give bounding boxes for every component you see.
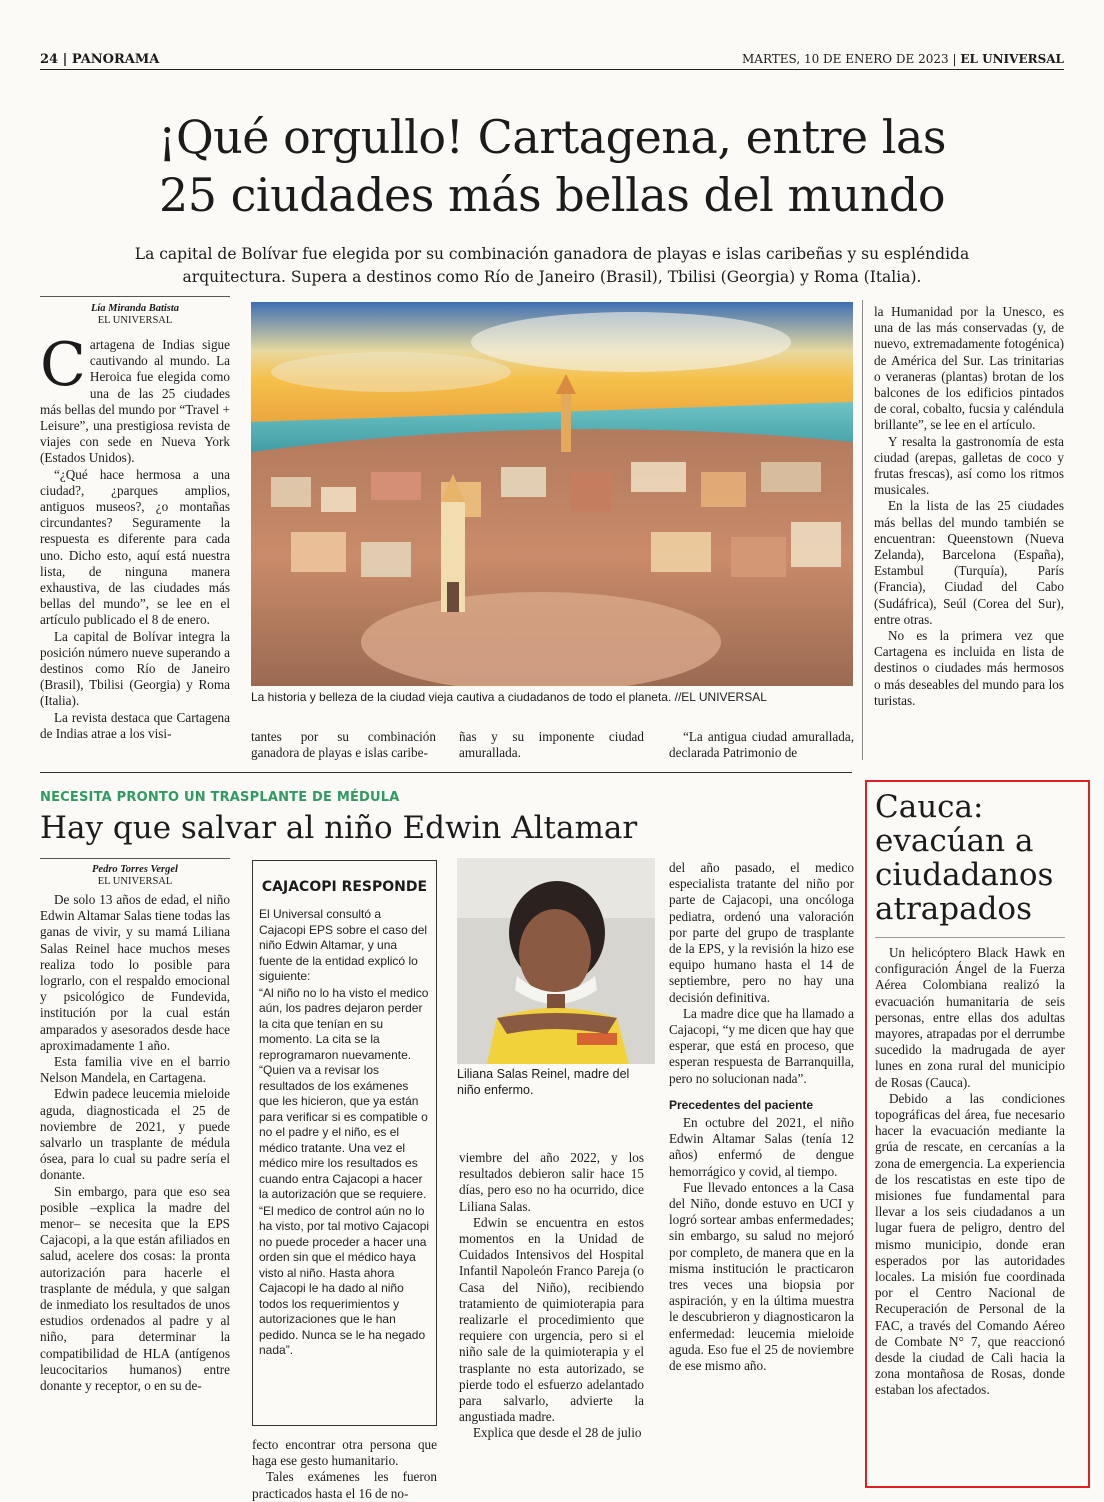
byline-author: Lía Miranda Batista: [90, 303, 180, 314]
box-title: CAJACOPI RESPONDE: [261, 879, 428, 895]
paragraph: No es la primera vez que Cartagena es incluida en lista de destinos o ciudades más hermosos o más deseables del mundo para los turistas.: [874, 628, 1064, 708]
cajacopi-responde-box: [252, 860, 437, 1426]
paragraph: Y resalta la gastronomía de esta ciudad (arepas, galletas de coco y frutas frescas), así como los ritmos musicales.: [874, 433, 1064, 498]
dateline: MARTES, 10 DE ENERO DE 2023 | EL UNIVERSAL: [741, 52, 1064, 66]
paragraph: del año pasado, el medico especialista tratante del niño por parte de Cajacopi, una oncóloga pediatra, ordenó una valoración por parte del grupo de trasplante de la EPS, y la revisión la hizo ese equipo humano hasta el 14 de septiembre, pero no hay una decisión definitiva.: [669, 860, 854, 1005]
main-column-3: [459, 729, 644, 761]
main-column-2: [251, 729, 436, 761]
mother-portrait-photo: [457, 858, 655, 1064]
paragraph: El Universal consultó a Cajacopi EPS sobre el caso del niño Edwin Altamar, y una fuente de la entidad explicó lo siguiente:: [259, 907, 428, 983]
page-folio: 24 | PANORAMA: [40, 52, 160, 67]
paragraph: “¿Qué hace hermosa a una ciudad?, ¿parques amplios, antiguos museos?, ¿o montañas circundantes? Seguramente la respuesta es diferente para cada uno. Dicho esto, aquí está nuestra lista, de ninguna manera exhaustiva, de las ciudades más bellas del mundo”, se lee en el artículo publicado el 8 de enero.: [40, 466, 230, 628]
byline-rule: [40, 296, 230, 297]
second-headline: Hay que salvar al niño Edwin Altamar: [40, 810, 638, 846]
main-headline: [40, 108, 1064, 224]
paragraph: ñas y su imponente ciudad amurallada.: [459, 729, 644, 761]
date: MARTES, 10 DE ENERO DE 2023: [741, 52, 949, 66]
paragraph: “El medico de control aún no lo ha visto, por tal motivo Cajacopi no puede proceder a hacer una orden sin que el médico haya visto al niño. Hasta ahora Cajacopi le ha dado al niño todos los requerimientos y autorizaciones que le han pedido. Nunca se le ha negado nada”.: [259, 1203, 430, 1357]
paragraph: Fue llevado entonces a la Casa del Niño, donde estuvo en UCI y logró sortear ambas enfermedades; sin embargo, su salud no mejoró por completo, de manera que en la misma institución le practicaron tres veces una biopsia por aspiración, y en la última muestra le descubrieron y diagnosticaron la enfermedad: leucemia mieloide aguda. Eso fue el 25 de noviembre de ese mismo año.: [669, 1179, 854, 1374]
paragraph: Tales exámenes les fueron practicados hasta el 16 de no-: [252, 1469, 437, 1501]
paragraph: La madre dice que ha llamado a Cajacopi, “y me dicen que hay que esperar, que está en proceso, que esperan respuesta de Barranquilla, pero no solucionan nada”.: [669, 1005, 854, 1086]
paragraph: En la lista de las 25 ciudades más bellas del mundo también se encuentran: Queenstown (Nueva Zelanda), Barcelona (España), Estambul (Turquía), París (Francia), Ciudad del Cabo (Sudáfrica), Seúl (Corea del Sur), entre otras.: [874, 498, 1064, 627]
paragraph: Edwin se encuentra en estos momentos en la Unidad de Cuidados Intensivos del Hospital Infantil Napoleón Franco Pareja (o Casa del Niño), recibiendo tratamiento de quimioterapia para realizarle el procedimiento que requiere con urgencia, pero si el niño sale de la quimioterapia y el trasplante no esta autorizado, se pierde todo el esfuerzo adelantado para salvarlo, advierte la angustiada madre.: [459, 1214, 644, 1425]
deck-line-1: La capital de Bolívar fue elegida por su combinación ganadora de playas e islas caribeñas y su espléndida: [134, 245, 970, 263]
paragraph: viembre del año 2022, y los resultados debieron salir hace 15 días, pero eso no ha ocurrido, dice Liliana Salas.: [459, 1150, 644, 1214]
column-divider: [862, 300, 863, 760]
paper-name: EL UNIVERSAL: [960, 52, 1064, 66]
byline-author: Pedro Torres Vergel: [92, 864, 178, 875]
section-rule: [40, 772, 852, 773]
paragraph: La revista destaca que Cartagena de Indias atrae a los visi-: [40, 709, 230, 741]
paragraph: “Al niño no lo ha visto el medico aún, los padres dejaron perder la cita que tenían en su momento. La cita se la reprogramaron nuevamente. “Quien va a revisar los resultados de los exámenes que les hicieron, que ya están para verificar si es compatible o no el padre y el niño, es el médico tratante. Una vez el médico mire los resultados es cuando entra Cajacopi a hacer la autorización que se requiere.: [259, 985, 429, 1201]
byline-org: EL UNIVERSAL: [97, 315, 173, 326]
paragraph: De solo 13 años de edad, el niño Edwin Altamar Salas tiene todas las ganas de vivir, y su mamá Liliana Salas Reinel hace muchos meses realiza todo lo posible para lograrlo, con el respaldo emocional y psicológico de Fundevida, institución por la cual están amparados y asesorados desde hace aproximadamente 1 año.: [40, 892, 230, 1053]
main-column-4: [669, 729, 854, 761]
paragraph: la Humanidad por la Unesco, es una de las más conservadas (y, de nuevo, extremadamente fotogénica) de América del Sur. Las trinitarias o veraneras (plantas) brotan de los balcones de los edificios pintados de coral, cobalto, fucsia y caléndula brillante”, se lee en el artículo.: [874, 304, 1064, 433]
brief-rule: [875, 937, 1065, 938]
cauca-headline: Cauca: evacúan a ciudadanos atrapados: [875, 789, 1054, 927]
section-name: PANORAMA: [71, 52, 160, 67]
headline-line-1: ¡Qué orgullo! Cartagena, entre las: [157, 110, 947, 164]
second-kicker: NECESITA PRONTO UN TRASPLANTE DE MÉDULA: [40, 790, 400, 805]
paragraph: En octubre del 2021, el niño Edwin Altamar Salas (tenía 12 años) enfermó de dengue hemorrágico y covid, al tiempo.: [669, 1115, 854, 1179]
second-column-2: [252, 1437, 437, 1502]
paragraph: artagena de Indias sigue cautivando al mundo. La Heroica fue elegida como una de las 25 ciudades más bellas del mundo por “Travel + Leisure”, una prestigiosa revista de viajes con sede en Nueva York (Estados Unidos).: [40, 337, 230, 466]
byline-rule: [40, 858, 230, 859]
cartagena-aerial-photo: [251, 302, 853, 686]
main-column-1: [40, 330, 230, 742]
byline-org: EL UNIVERSAL: [97, 876, 173, 887]
paragraph: “La antigua ciudad amurallada, declarada Patrimonio de: [669, 729, 854, 761]
drop-cap: C: [40, 330, 86, 400]
main-deck: [120, 243, 984, 289]
paragraph: Debido a las condiciones topográficas del área, fue necesario hacer la evacuación mediante la grúa de rescate, en cercanías a la zona de emergencia. La experiencia de los rescatistas en este tipo de misiones fue fundamental para llevar a los seis ciudadanos a un lugar fuera de peligro, dentro del mismo municipio, donde eran esperados por las autoridades locales. La misión fue coordinada por el Centro Nacional de Recuperación de Personal de la FAC, a través del Comando Aéreo de Combate N° 7, que reaccionó desde la ciudad de Cali hacia la zona montañosa de Rosas, donde estaban los afectados.: [875, 1090, 1065, 1398]
main-byline: [40, 303, 230, 327]
subhead: Precedentes del paciente: [669, 1097, 814, 1112]
paragraph: La capital de Bolívar integra la posición número nueve superando a destinos como Río de Janeiro (Brasil), Tbilisi (Georgia) y Roma (Italia).: [40, 628, 230, 709]
second-column-4: [669, 860, 854, 1374]
second-column-1: [40, 892, 230, 1394]
main-column-5: [874, 304, 1064, 709]
paragraph: Sin embargo, para que eso sea posible –explica la madre del menor– se necesita que la EPS Cajacopi, a la que están afiliados en salud, acelere dos cosas: la pronta autorización para hacerle el trasplante de médula, y que salgan de inmediato los resultados de unos estudios ordenados al padre y al niño, para determinar la compatibilidad de HLA (antígenos leucocitarios humanos) entre donante y receptor, o en su de-: [40, 1183, 230, 1394]
paragraph: Esta familia vive en el barrio Nelson Mandela, en Cartagena.: [40, 1054, 230, 1086]
box-body: [253, 907, 436, 1359]
paragraph: Un helicóptero Black Hawk en configuración Ángel de la Fuerza Aérea Colombiana realizó la evacuación humanitaria de seis personas, entre ellas dos adultas mayores, atrapadas por el derrumbe sucedido la madrugada de ayer lunes en zona rural del municipio de Rosas (Cauca).: [875, 945, 1065, 1090]
paragraph: Edwin padece leucemia mieloide aguda, diagnosticada el 25 de noviembre de 2021, y puede salvarlo un trasplante de médula ósea, para lo cual su padre sería el donante.: [40, 1086, 230, 1183]
main-photo-caption: La historia y belleza de la ciudad vieja cautiva a ciudadanos de todo el planeta. //EL UNIVERSAL: [251, 690, 767, 704]
second-column-3: [459, 1150, 644, 1442]
paragraph: fecto encontrar otra persona que haga ese gesto humanitario.: [252, 1437, 437, 1469]
deck-line-2: arquitectura. Supera a destinos como Río de Janeiro (Brasil), Tbilisi (Georgia) y Roma (Italia).: [182, 268, 922, 286]
paragraph: Explica que desde el 28 de julio: [473, 1425, 642, 1441]
cauca-body: [875, 945, 1065, 1399]
page-number: 24: [40, 52, 59, 67]
top-rule: [40, 69, 1064, 70]
second-byline: [40, 864, 230, 888]
portrait-caption: Liliana Salas Reinel, madre del niño enfermo.: [457, 1067, 630, 1097]
paragraph: tantes por su combinación ganadora de playas e islas caribe-: [251, 729, 436, 761]
headline-line-2: 25 ciudades más bellas del mundo: [158, 168, 946, 222]
